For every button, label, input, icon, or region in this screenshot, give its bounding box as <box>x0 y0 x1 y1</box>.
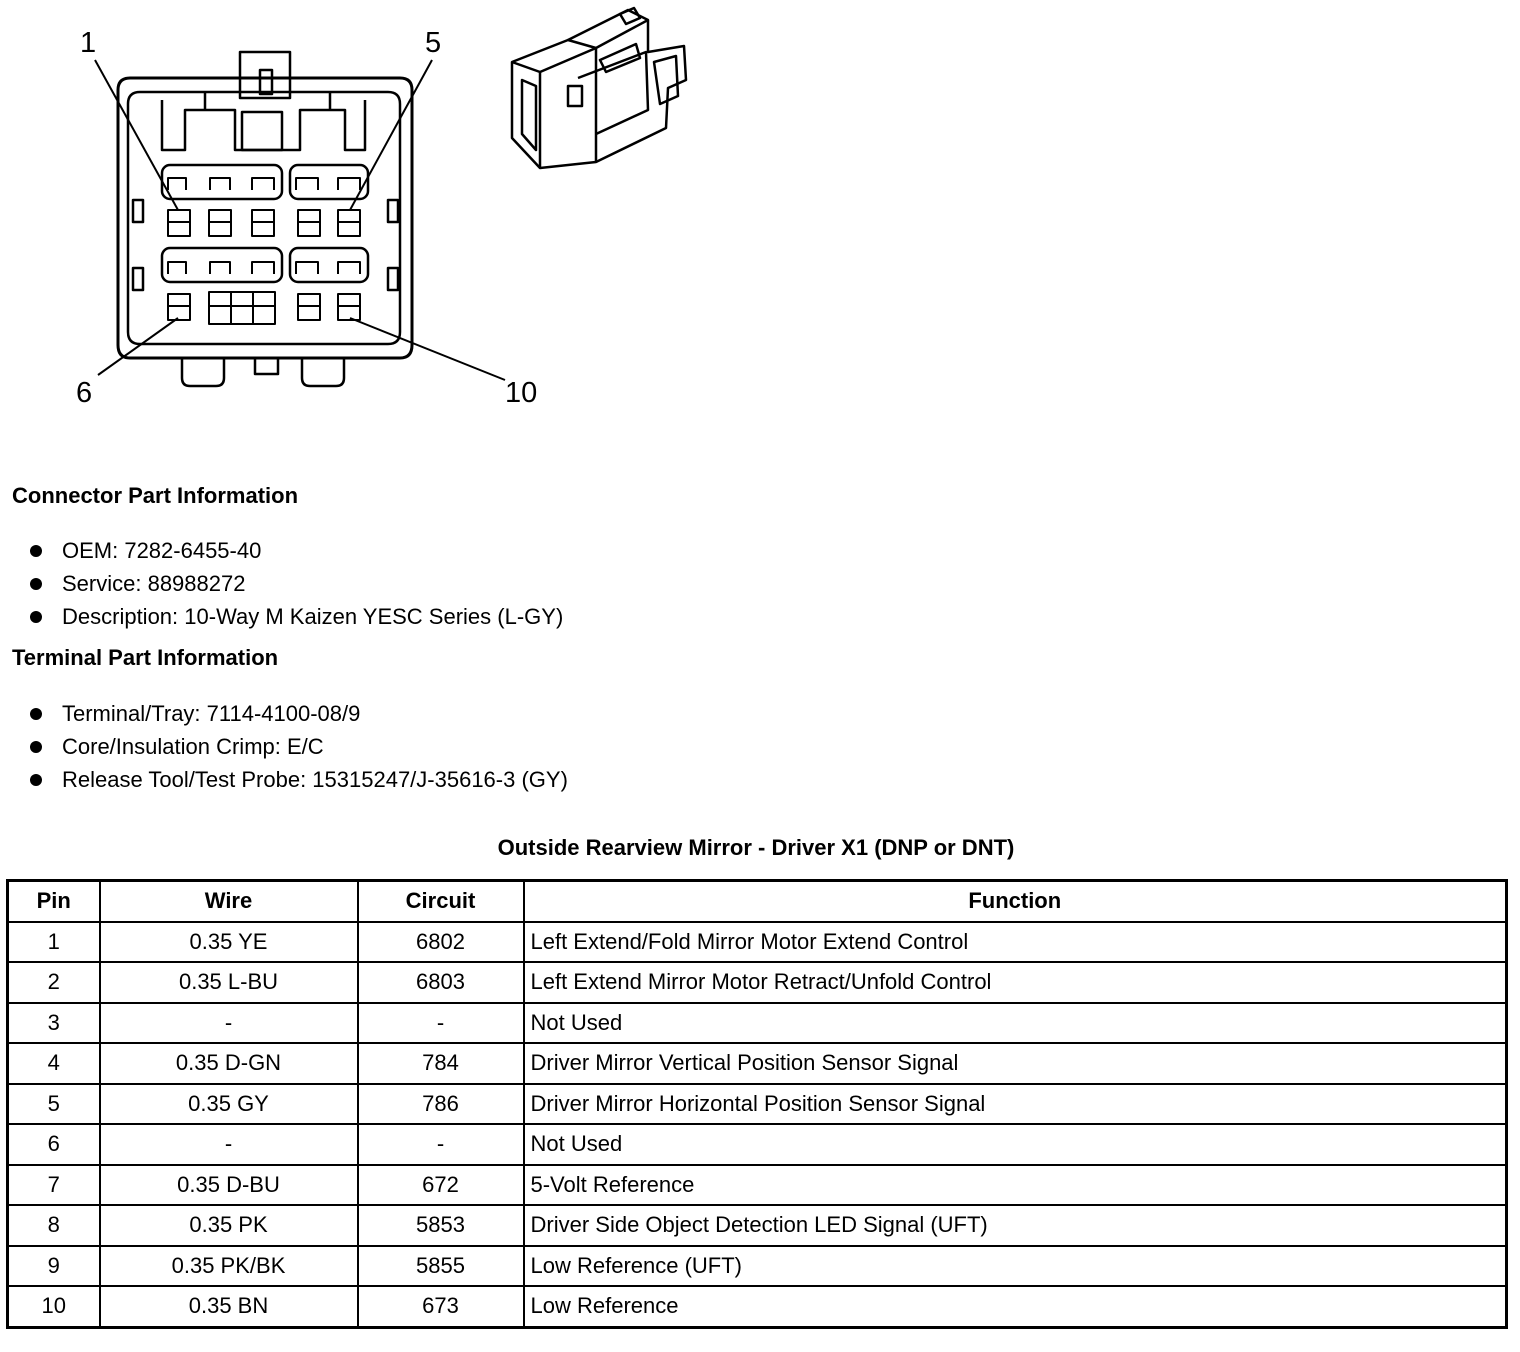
table-row <box>8 962 1507 1003</box>
list-item <box>30 600 563 633</box>
connector-side-notch <box>388 200 398 222</box>
cell-pin: 6 <box>8 1124 100 1165</box>
cell-circuit: 672 <box>358 1165 524 1206</box>
upper-cavity-group-right <box>290 165 368 199</box>
cell-circuit: 5855 <box>358 1246 524 1287</box>
cell-pin: 1 <box>8 922 100 963</box>
table-row <box>8 1205 1507 1246</box>
cell-pin: 8 <box>8 1205 100 1246</box>
column-header-function: Function <box>524 881 1507 922</box>
table-row <box>8 1124 1507 1165</box>
table-header-row <box>8 881 1507 922</box>
connector-lock-window <box>242 112 282 150</box>
cell-function: Low Reference <box>524 1286 1507 1327</box>
column-header-pin: Pin <box>8 881 100 922</box>
table-row <box>8 1246 1507 1287</box>
bullet-icon <box>30 578 42 590</box>
callout-pin-6: 6 <box>76 377 93 409</box>
cell-function: Left Extend Mirror Motor Retract/Unfold Control <box>524 962 1507 1003</box>
list-item <box>30 730 568 763</box>
pinout-table-title: Outside Rearview Mirror - Driver X1 (DNP or DNT) <box>497 835 1015 860</box>
list-item <box>30 697 568 730</box>
cell-wire: - <box>100 1003 358 1044</box>
cell-pin: 2 <box>8 962 100 1003</box>
connector-side-notch <box>388 268 398 290</box>
cell-function: Not Used <box>524 1124 1507 1165</box>
cell-circuit: - <box>358 1003 524 1044</box>
bullet-icon <box>30 545 42 557</box>
cell-wire: 0.35 L-BU <box>100 962 358 1003</box>
table-row <box>8 1084 1507 1125</box>
cell-wire: 0.35 BN <box>100 1286 358 1327</box>
cell-circuit: 673 <box>358 1286 524 1327</box>
bullet-icon <box>30 708 42 720</box>
leader-line-pin-5 <box>350 60 432 210</box>
cell-function: Driver Mirror Vertical Position Sensor Signal <box>524 1043 1507 1084</box>
callout-pin-1: 1 <box>80 27 97 59</box>
lower-cavity-group-left <box>162 248 282 282</box>
bullet-icon <box>30 611 42 623</box>
connector-side-notch <box>133 200 143 222</box>
terminal-row-lower <box>168 292 360 324</box>
callout-pin-10: 10 <box>505 377 538 409</box>
table-row <box>8 1043 1507 1084</box>
connector-lock-profile <box>162 92 365 150</box>
column-header-circuit: Circuit <box>358 881 524 922</box>
connector-part-info-heading: Connector Part Information <box>12 483 299 508</box>
cell-function: Driver Side Object Detection LED Signal (UFT) <box>524 1205 1507 1246</box>
cell-circuit: 5853 <box>358 1205 524 1246</box>
connector-side-notch <box>133 268 143 290</box>
cell-pin: 4 <box>8 1043 100 1084</box>
connector-foot-left <box>182 358 224 386</box>
list-item <box>30 567 563 600</box>
list-item-text: OEM: 7282-6455-40 <box>62 538 262 563</box>
leader-line-pin-6 <box>98 318 178 375</box>
terminal-row-upper <box>168 210 360 236</box>
cell-function: Driver Mirror Horizontal Position Sensor Signal <box>524 1084 1507 1125</box>
connector-latch-slot <box>260 70 272 94</box>
list-item-text: Terminal/Tray: 7114-4100-08/9 <box>62 701 361 726</box>
bullet-icon <box>30 741 42 753</box>
connector-isometric-view <box>512 8 686 168</box>
terminal-pin-7-8-shunt <box>209 292 275 324</box>
table-row <box>8 922 1507 963</box>
bullet-icon <box>30 774 42 786</box>
connector-foot-center <box>255 358 278 374</box>
upper-cavity-group-left <box>162 165 282 199</box>
cell-wire: 0.35 PK/BK <box>100 1246 358 1287</box>
cell-function: Low Reference (UFT) <box>524 1246 1507 1287</box>
connector-diagram <box>0 0 760 440</box>
callout-pin-5: 5 <box>425 27 442 59</box>
cell-wire: 0.35 PK <box>100 1205 358 1246</box>
list-item-text: Description: 10-Way M Kaizen YESC Series (L-GY) <box>62 604 564 629</box>
terminal-part-info-heading: Terminal Part Information <box>12 645 279 670</box>
cell-pin: 10 <box>8 1286 100 1327</box>
connector-part-info-list <box>30 534 563 633</box>
pinout-table <box>6 879 1508 1329</box>
cell-wire: - <box>100 1124 358 1165</box>
cell-circuit: 6803 <box>358 962 524 1003</box>
leader-line-pin-1 <box>95 60 178 210</box>
terminal-part-info-list <box>30 697 568 796</box>
table-row <box>8 1165 1507 1206</box>
cell-wire: 0.35 D-GN <box>100 1043 358 1084</box>
list-item-text: Service: 88988272 <box>62 571 246 596</box>
cell-function: 5-Volt Reference <box>524 1165 1507 1206</box>
cell-wire: 0.35 D-BU <box>100 1165 358 1206</box>
list-item <box>30 763 568 796</box>
list-item-text: Core/Insulation Crimp: E/C <box>62 734 324 759</box>
cell-function: Not Used <box>524 1003 1507 1044</box>
cell-circuit: 6802 <box>358 922 524 963</box>
cell-circuit: - <box>358 1124 524 1165</box>
cell-pin: 7 <box>8 1165 100 1206</box>
upper-cavity-ribs <box>168 178 360 190</box>
cell-circuit: 786 <box>358 1084 524 1125</box>
table-row <box>8 1286 1507 1327</box>
list-item-text: Release Tool/Test Probe: 15315247/J-35616-3 (GY) <box>62 767 568 792</box>
connector-foot-right <box>302 358 344 386</box>
lower-cavity-group-right <box>290 248 368 282</box>
cell-function: Left Extend/Fold Mirror Motor Extend Control <box>524 922 1507 963</box>
column-header-wire: Wire <box>100 881 358 922</box>
cell-pin: 5 <box>8 1084 100 1125</box>
lower-cavity-ribs <box>168 262 360 274</box>
cell-circuit: 784 <box>358 1043 524 1084</box>
cell-wire: 0.35 GY <box>100 1084 358 1125</box>
leader-line-pin-10 <box>350 318 505 380</box>
cell-pin: 3 <box>8 1003 100 1044</box>
table-row <box>8 1003 1507 1044</box>
cell-wire: 0.35 YE <box>100 922 358 963</box>
list-item <box>30 534 563 567</box>
cell-pin: 9 <box>8 1246 100 1287</box>
